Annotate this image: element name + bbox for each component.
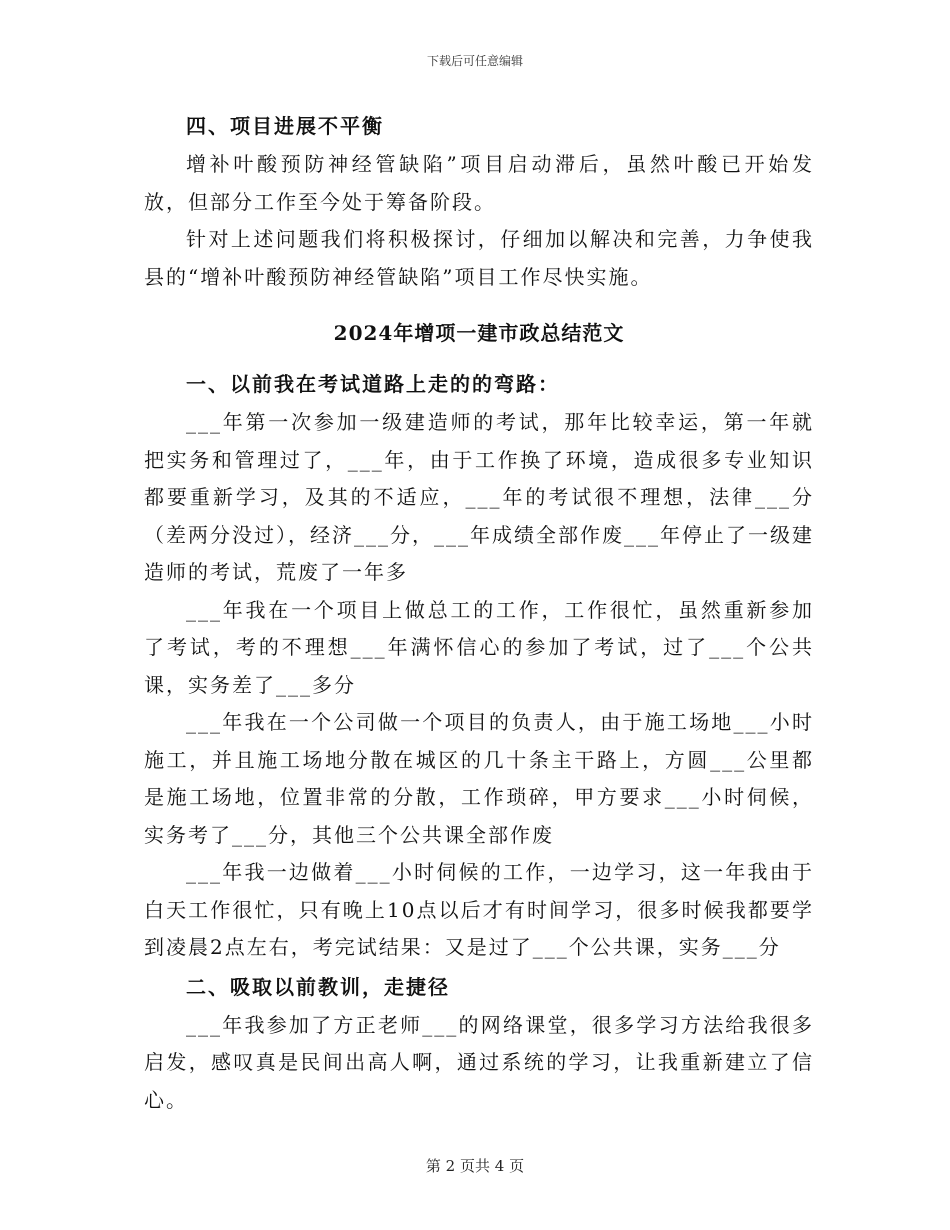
paragraph: ___年第一次参加一级建造师的考试，那年比较幸运，第一年就把实务和管理过了，___年，由于工作换了环境，造成很多专业知识都要重新学习，及其的不适应，___年的考试很不理想，法律___分（差两分没过），经济___分，___年成绩全部作废___年停止了一级建造师的考试，荒废了一年多 (144, 410, 814, 584)
page-header: 下载后可任意编辑 (426, 54, 523, 68)
paragraph: 针对上述问题我们将积极探讨，仔细加以解决和完善，力争使我县的“增补叶酸预防神经管缺陷”项目工作尽快实施。 (144, 227, 814, 289)
paragraph: ___年我在一个公司做一个项目的负责人，由于施工场地___小时施工，并且施工场地分散在城区的几十条主干路上，方圆___公里都是施工场地，位置非常的分散，工作琐碎，甲方要求___小时伺候，实务考了___分，其他三个公共课全部作废 (144, 710, 814, 847)
paragraph: ___年我在一个项目上做总工的工作，工作很忙，虽然重新参加了考试，考的不理想___年满怀信心的参加了考试，过了___个公共课，实务差了___多分 (144, 597, 814, 697)
paragraph: 增补叶酸预防神经管缺陷”项目启动滞后，虽然叶酸已开始发放，但部分工作至今处于筹备阶段。 (144, 152, 814, 214)
paragraph: ___年我一边做着___小时伺候的工作，一边学习，这一年我由于白天工作很忙，只有晚上10点以后才有时间学习，很多时候我都要学到凌晨2点左右，考完试结果：又是过了___个公共课，实务___分 (144, 860, 814, 959)
document-body (144, 106, 814, 1119)
section-heading-2: 二、吸取以前教训，走捷径 (186, 974, 450, 999)
section-heading-4: 四、项目进展不平衡 (186, 114, 384, 138)
paragraph: ___年我参加了方正老师___的网络课堂，很多学习方法给我很多启发，感叹真是民间出高人啊，通过系统的学习，让我重新建立了信心。 (144, 1012, 814, 1112)
document-title: 2024年增项一建市政总结范文 (333, 321, 625, 345)
section-heading-1: 一、以前我在考试道路上走的的弯路： (186, 372, 560, 396)
page-number: 第 2 页共 4 页 (425, 1157, 525, 1175)
